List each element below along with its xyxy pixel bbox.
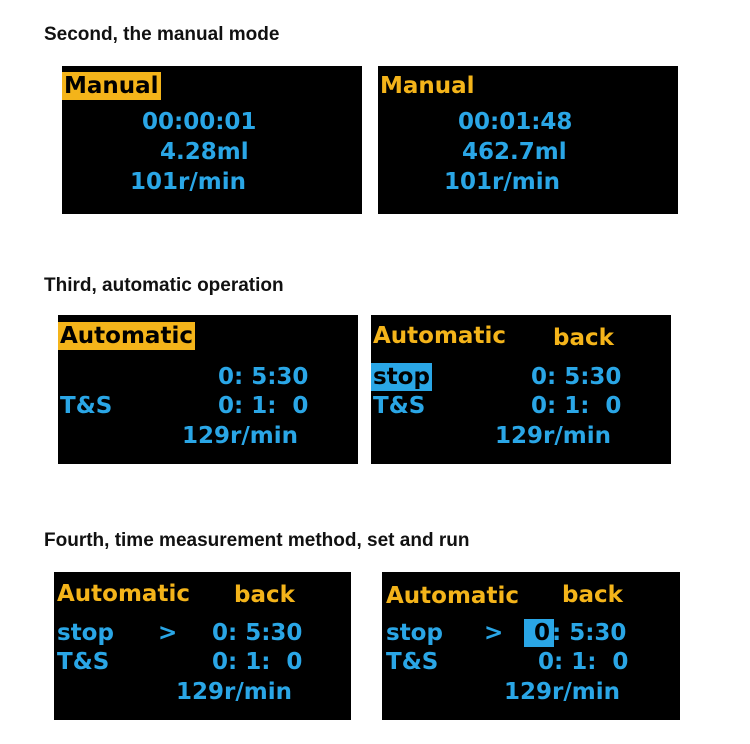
ts-label: T&S bbox=[373, 393, 426, 419]
ts-value: 0: 1: 0 bbox=[531, 393, 622, 419]
back-option[interactable]: back bbox=[553, 325, 614, 351]
auto-screen-1 bbox=[58, 315, 358, 464]
mode-label: Automatic bbox=[373, 323, 506, 349]
elapsed-time: 00:00:01 bbox=[142, 109, 257, 135]
ts-label: T&S bbox=[386, 649, 439, 675]
stop-option[interactable]: stop bbox=[386, 620, 443, 646]
mode-label: Automatic bbox=[60, 323, 193, 349]
speed-readout: 129r/min bbox=[176, 679, 292, 705]
ts-label: T&S bbox=[57, 649, 110, 675]
time-setting: 0: 5:30 bbox=[531, 364, 622, 390]
mode-label: Manual bbox=[64, 73, 159, 99]
elapsed-time: 00:01:48 bbox=[458, 109, 573, 135]
ts-label: T&S bbox=[60, 393, 113, 419]
ts-value: 0: 1: 0 bbox=[538, 649, 629, 675]
mode-label: Automatic bbox=[386, 583, 519, 609]
section-heading-time: Fourth, time measurement method, set and run bbox=[44, 530, 470, 551]
back-option[interactable]: back bbox=[562, 582, 623, 608]
selection-arrow: > bbox=[158, 620, 178, 646]
ts-value: 0: 1: 0 bbox=[212, 649, 303, 675]
auto-screen-2 bbox=[371, 315, 671, 464]
selection-arrow: > bbox=[484, 620, 504, 646]
manual-screen-2 bbox=[378, 66, 678, 214]
volume-readout: 4.28ml bbox=[160, 139, 249, 165]
mode-label: Automatic bbox=[57, 581, 190, 607]
stop-option[interactable]: stop bbox=[373, 364, 430, 390]
speed-readout: 101r/min bbox=[130, 169, 246, 195]
volume-readout: 462.7ml bbox=[462, 139, 567, 165]
time-setting: 0: 5:30 bbox=[218, 364, 309, 390]
section-heading-automatic: Third, automatic operation bbox=[44, 275, 284, 296]
speed-readout: 101r/min bbox=[444, 169, 560, 195]
ts-value: 0: 1: 0 bbox=[218, 393, 309, 419]
manual-screen-1 bbox=[62, 66, 362, 214]
speed-readout: 129r/min bbox=[504, 679, 620, 705]
back-option[interactable]: back bbox=[234, 582, 295, 608]
time-cursor-digit[interactable]: 0 bbox=[524, 619, 554, 647]
time-screen-2 bbox=[382, 572, 680, 720]
time-setting-rest: : 5:30 bbox=[552, 620, 627, 646]
time-setting: 0: 5:30 bbox=[212, 620, 303, 646]
stop-option[interactable]: stop bbox=[57, 620, 114, 646]
mode-label: Manual bbox=[380, 73, 475, 99]
time-screen-1 bbox=[54, 572, 351, 720]
speed-readout: 129r/min bbox=[495, 423, 611, 449]
section-heading-manual: Second, the manual mode bbox=[44, 24, 280, 45]
speed-readout: 129r/min bbox=[182, 423, 298, 449]
